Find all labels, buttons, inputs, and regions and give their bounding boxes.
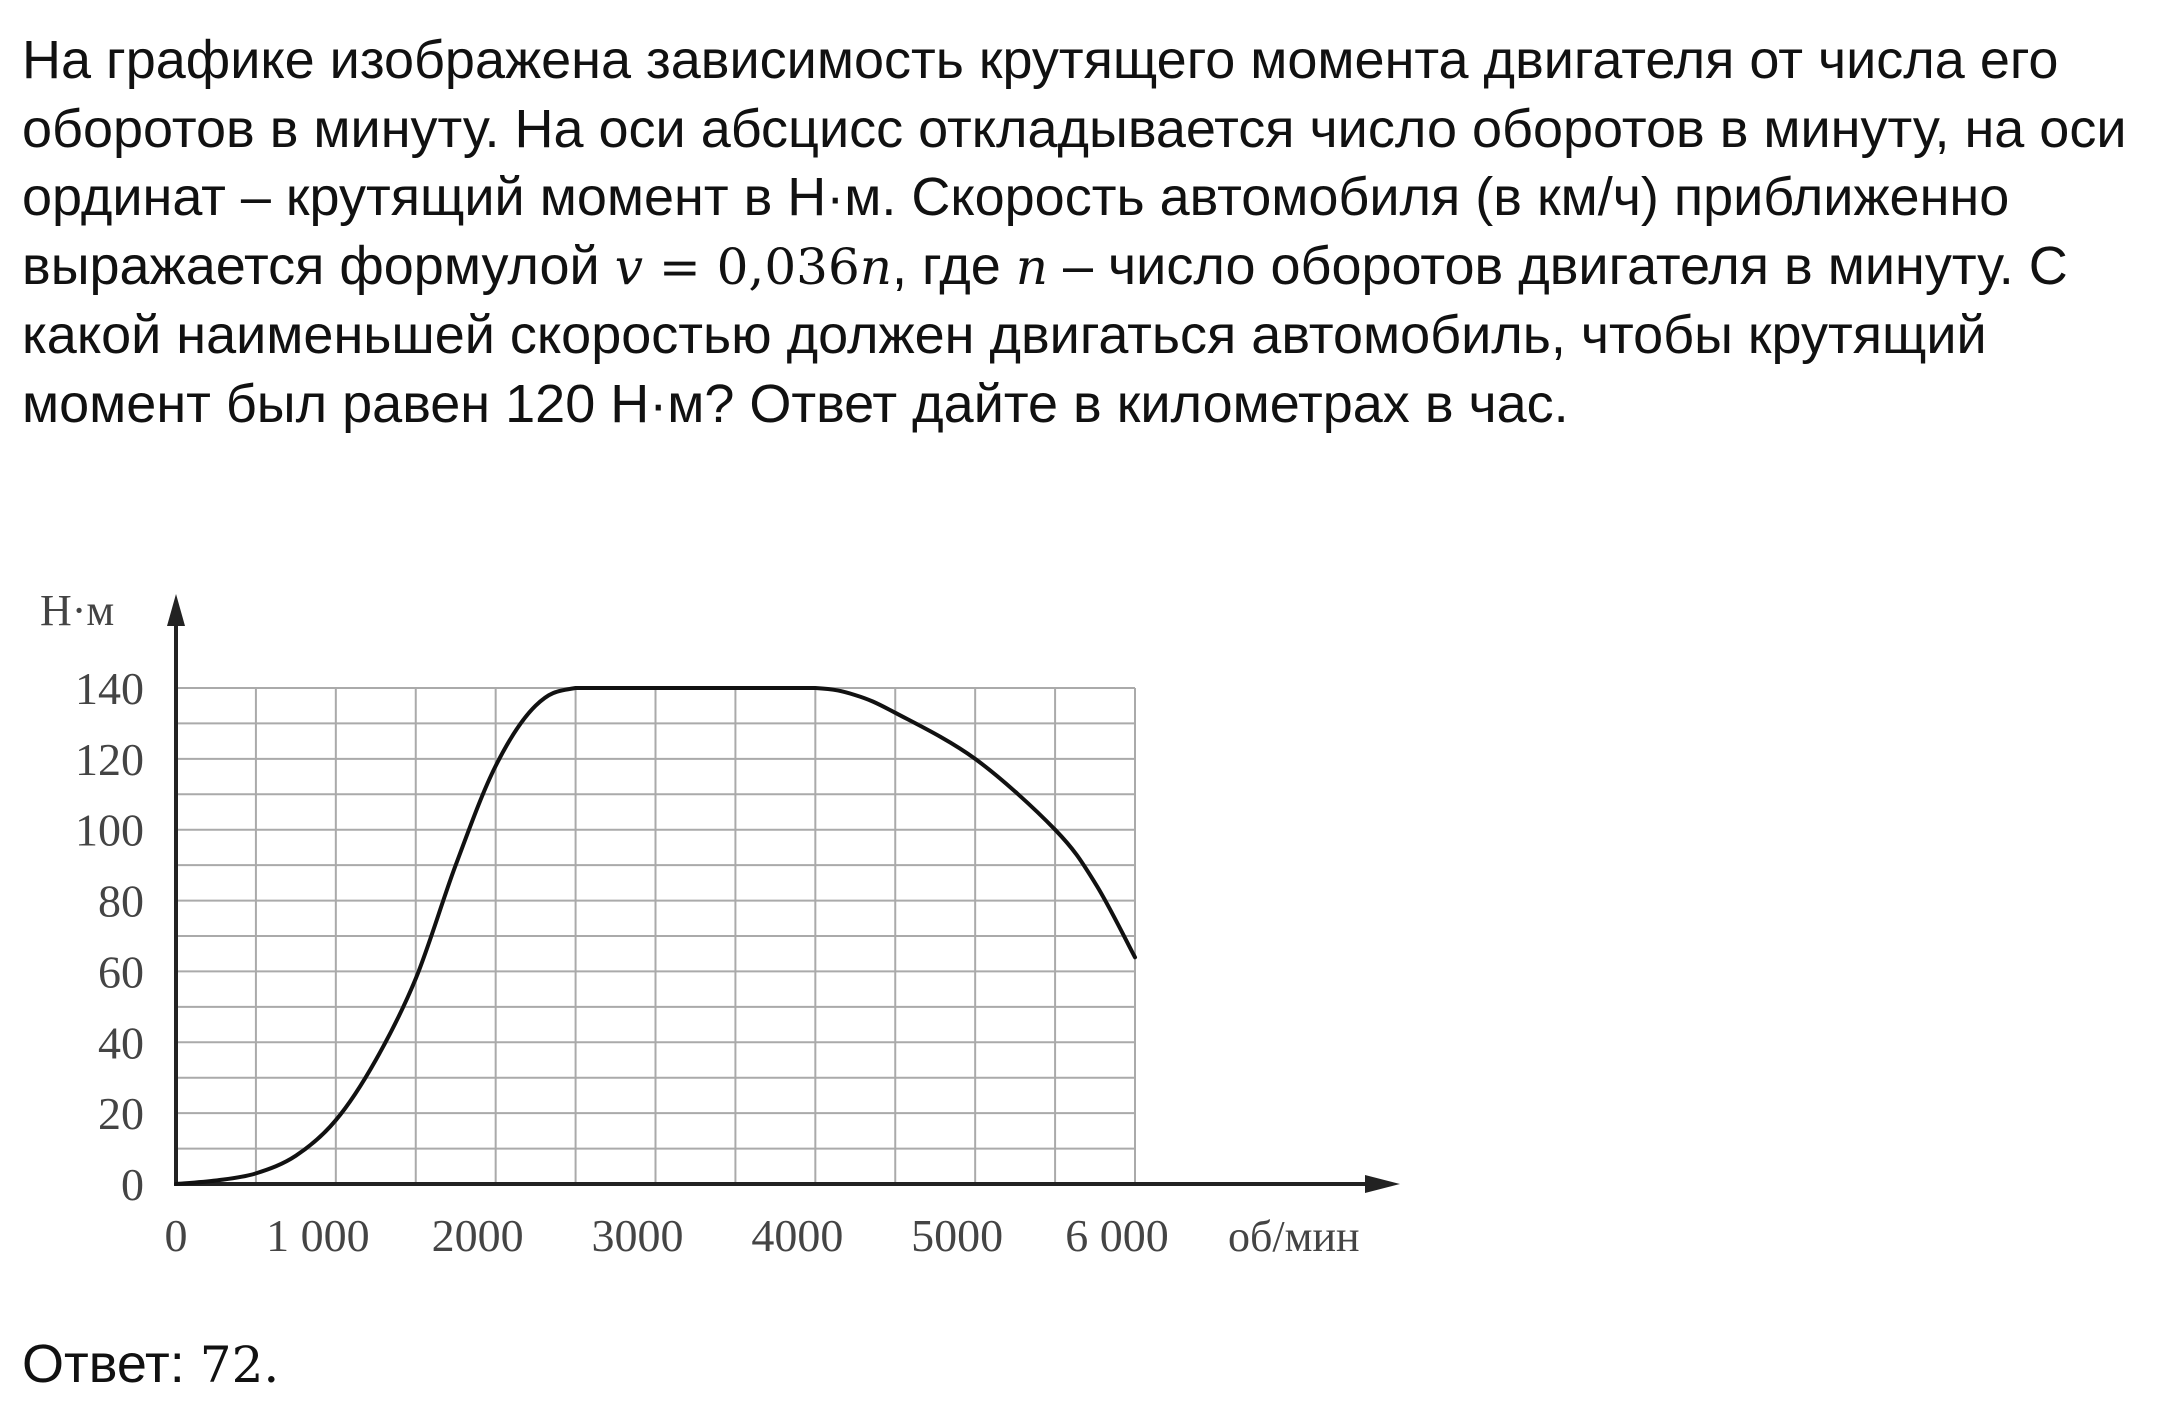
answer-value: 72.: [199, 1336, 280, 1394]
y-tick-label: 40: [98, 1017, 144, 1069]
x-tick-label: 5000: [911, 1210, 1004, 1261]
formula-n: n: [859, 237, 892, 296]
axes: [167, 594, 1400, 1193]
torque-chart: [0, 560, 1440, 1290]
x-axis-label: об/мин: [1228, 1212, 1360, 1261]
problem-text-part3: – число оборотов двигателя в минуту. С какой наименьшей скоростью должен двигаться автомобиль, чтобы крутящий момент был равен 120 Н·м? Ответ дайте в километрах в час.: [22, 235, 2068, 434]
x-axis-arrow: [1365, 1175, 1400, 1193]
y-tick-label: 60: [98, 946, 144, 998]
grid: [176, 688, 1135, 1184]
formula-v: v: [614, 237, 643, 296]
y-axis-label: Н·м: [40, 586, 115, 635]
x-tick-label: 0: [164, 1210, 188, 1261]
y-tick-label: 120: [75, 733, 144, 785]
tick-labels: [75, 663, 1169, 1261]
formula-eq: = 0,036: [642, 237, 860, 296]
y-tick-label: 80: [98, 875, 144, 927]
answer: [22, 1330, 279, 1399]
x-tick-label: 4000: [751, 1210, 844, 1261]
x-tick-label: 1 000: [266, 1210, 370, 1261]
y-tick-label: 100: [75, 804, 144, 856]
y-tick-label: 20: [98, 1088, 144, 1140]
formula: [615, 238, 892, 296]
problem-text-part2: , где: [891, 235, 1016, 296]
problem-text-part1: На графике изображена зависимость крутящего момента двигателя от числа его оборотов в минуту. На оси абсцисс откладывается число оборотов в минуту, на оси ординат – крутящий момент в Н·м. Скорость автомобиля (в км/ч) приближенно выражается формулой: [22, 30, 2127, 296]
answer-label: Ответ:: [22, 1334, 200, 1394]
variable-n: n: [1015, 237, 1048, 296]
y-axis-arrow: [167, 594, 185, 626]
x-tick-label: 2000: [431, 1210, 524, 1261]
y-tick-label: 0: [121, 1159, 144, 1210]
x-tick-label: 6 000: [1065, 1210, 1169, 1261]
y-tick-label: 140: [75, 663, 144, 714]
problem-text: [22, 26, 2142, 438]
x-tick-label: 3000: [591, 1210, 684, 1261]
